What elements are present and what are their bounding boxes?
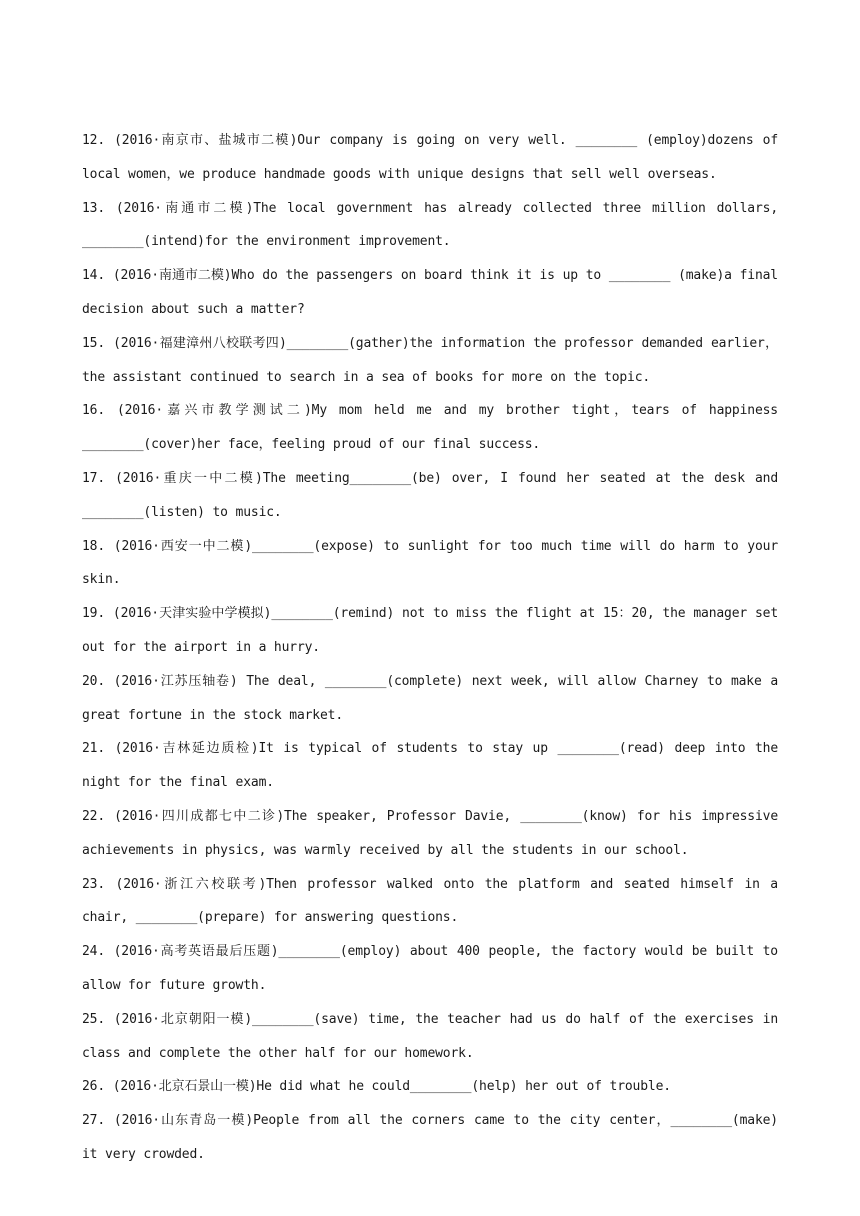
question-19: 19. (2016·天津实验中学模拟)________(remind) not to miss the flight at 15：20, the manager set out for the airport in a hurry.	[82, 606, 778, 655]
question-26: 26. (2016·北京石景山一模)He did what he could________(help) her out of trouble.	[82, 1079, 671, 1095]
question-16: 16. (2016·嘉兴市教学测试二)My mom held me and my brother tight，tears of happiness ________(cover)her face，feeling proud of our final success.	[82, 403, 778, 453]
question-25: 25. (2016·北京朝阳一模)________(save) time, the teacher had us do half of the exercises in class and complete the other half for our homework.	[82, 1011, 778, 1061]
question-27: 27. (2016·山东青岛一模)People from all the corners came to the city center，________(make) it very crowded.	[82, 1113, 778, 1162]
question-15: 15. (2016·福建漳州八校联考四)________(gather)the information the professor demanded earlier，the assistant continued to search in a sea of books for more on the topic.	[82, 335, 778, 385]
question-24: 24. (2016·高考英语最后压题)________(employ) about 400 people, the factory would be built to allow for future growth.	[82, 944, 778, 993]
question-21: 21. (2016·吉林延边质检)It is typical of students to stay up ________(read) deep into the night for the final exam.	[82, 741, 778, 791]
question-20: 20. (2016·江苏压轴卷) The deal, ________(complete) next week, will allow Charney to make a great fortune in the stock market.	[82, 673, 778, 723]
question-12: 12. (2016·南京市、盐城市二模)Our company is going on very well. ________ (employ)dozens of local women，we produce handmade goods with unique designs that sell well overseas.	[82, 133, 778, 182]
question-23: 23. (2016·浙江六校联考)Then professor walked onto the platform and seated himself in a chair, ________(prepare) for answering questions.	[82, 876, 778, 926]
exercise-list	[82, 124, 778, 1172]
question-13: 13. (2016·南通市二模)The local government has already collected three million dollars, ________(intend)for the environment improvement.	[82, 200, 778, 250]
question-18: 18. (2016·西安一中二模)________(expose) to sunlight for too much time will do harm to your skin.	[82, 538, 778, 588]
question-14: 14. (2016·南通市二模)Who do the passengers on board think it is up to ________ (make)a final decision about such a matter?	[82, 268, 778, 317]
question-17: 17. (2016·重庆一中二模)The meeting________(be) over, I found her seated at the desk and ________(listen) to music.	[82, 470, 778, 520]
question-22: 22. (2016·四川成都七中二诊)The speaker, Professor Davie, ________(know) for his impressive achievements in physics, was warmly received by all the students in our school.	[82, 808, 778, 858]
